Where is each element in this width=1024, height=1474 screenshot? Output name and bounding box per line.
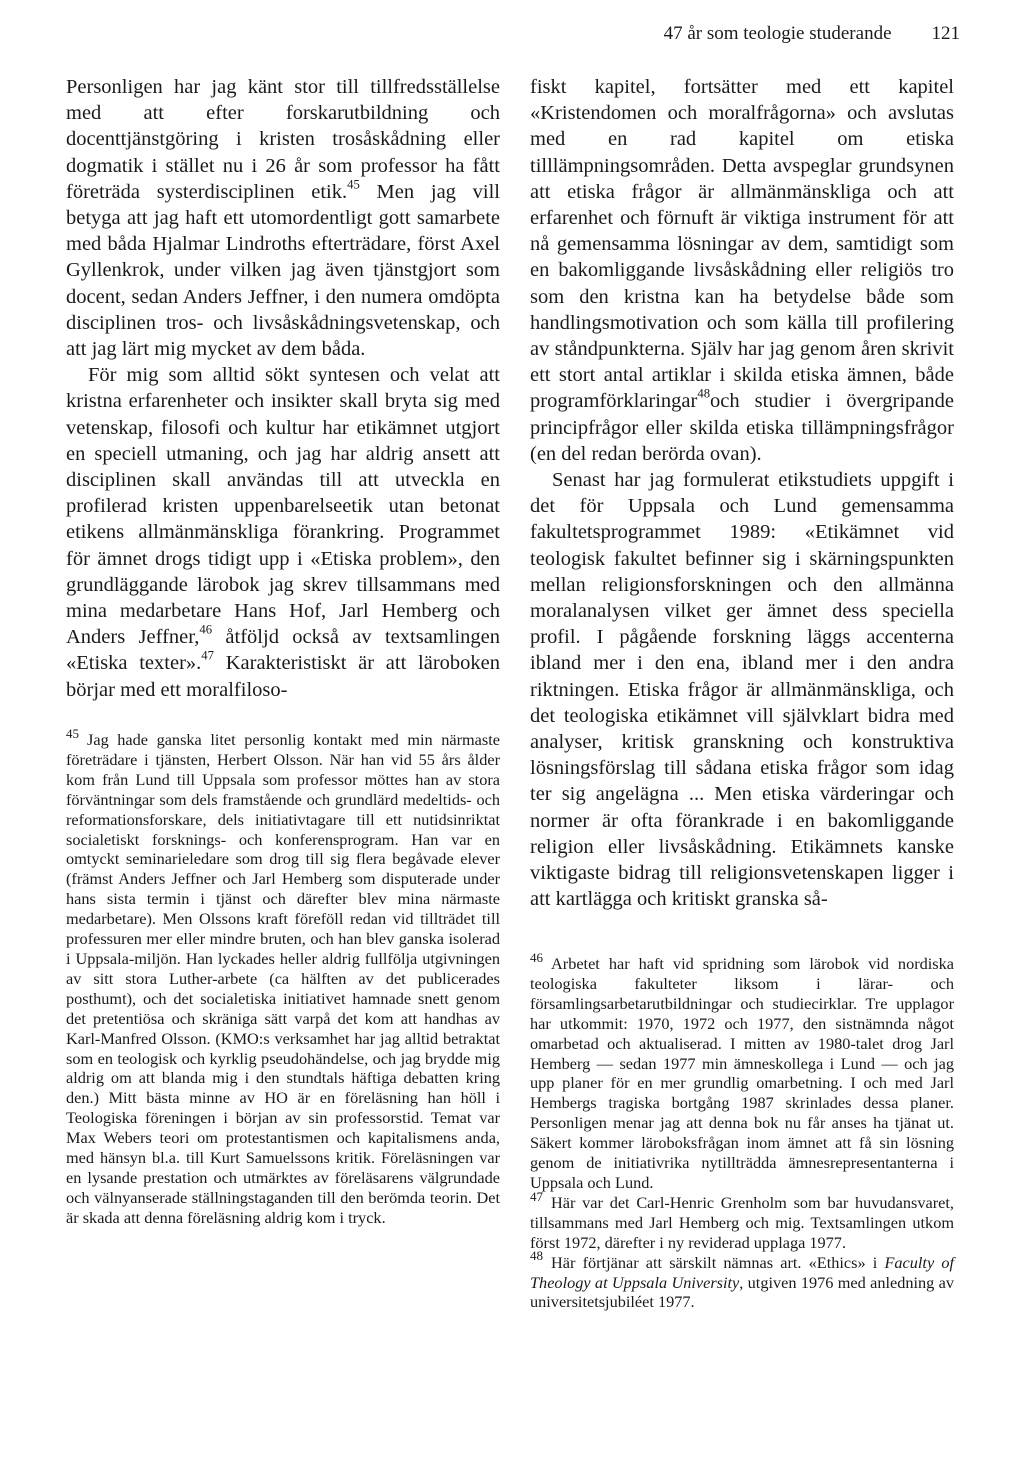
text-run: åtföljd också av textsamlingen «Etiska texter». xyxy=(66,626,500,675)
footnote-number: 46 xyxy=(530,949,544,965)
text-run: Men jag vill betyga att jag haft ett utomordentligt gott samarbete med båda Hjalmar Lindroths efterträdare, först Axel Gyllenkrok, under vilken jag även tjänstgjort som docent, sedan Anders Jeffner, i den numera omdöpta disciplinen tros- och livsåskådningsvetenskap, och att jag lärt mig mycket av dem båda. xyxy=(66,180,500,361)
footnote-text: Arbetet har haft vid spridning som lärobok vid nordiska teologiska fakulteter liksom i lärar- och församlingsarbetarutbildningar och studiecirklar. Tre upplagor har utkommit: 1970, 1972 och 1977, den sistnämnda något omarbetad och aktualiserad. I mitten av 1980-talet drog Jarl Hemberg — sedan 1977 min ämneskollega i Lund — och jag upp planer för en mer grundlig omarbetning. I och med Jarl Hembergs tragiska bortgång 1987 skrinlades dessa planer. Personligen menar jag att denna bok nu får anses ha tjänat ut. Säkert kommer läroboksfrågan inom ämnet att få sin lösning genom de initiativrika nytillträdda ämnesrepresentanterna i Uppsala och Lund. xyxy=(530,954,954,1192)
running-title: 47 år som teologie studerande xyxy=(663,23,892,44)
footnote-number: 48 xyxy=(530,1248,544,1264)
footnote-text: Här var det Carl-Henric Grenholm som bar huvudansvaret, tillsammans med Jarl Hemberg och mig. Textsamlingen utkom först 1972, därefter i ny reviderad upplaga 1977. xyxy=(530,1192,954,1252)
footnote-number: 47 xyxy=(530,1188,544,1204)
footnote-ref-47: 47 xyxy=(201,648,214,663)
footnote-number: 45 xyxy=(66,725,80,741)
right-column xyxy=(530,74,954,913)
page-header xyxy=(530,24,960,43)
text-run: Personligen har jag känt stor till tillfredsställelse med att efter forskarutbildning och docenttjänstgöring i kristen trosåskådning eller dogmatik i stället nu i 26 år som professor ha fått företräda systerdisciplinen etik. xyxy=(66,76,500,203)
footnote-45 xyxy=(66,725,500,1228)
text-run: Karakteristiskt är att läroboken börjar med ett moralfiloso- xyxy=(66,652,501,701)
footnote-ref-45: 45 xyxy=(347,177,360,192)
page-number: 121 xyxy=(931,23,960,44)
right-paragraph-2: Senast har jag formulerat etikstudiets uppgift i det för Uppsala och Lund gemensamma fakultetsprogrammet 1989: «Etikämnet vid teologisk fakultet befinner sig i skärningspunkten mellan religionsforskningen och den allmänna moralanalysen vilket ger ämnet dess speciella profil. I pågående forskning läggs accenterna ibland mer i den ena, ibland mer i den andra riktningen. Etiska frågor är allmänmänskliga, och det teologiska etikämnet vill självklart bidra med analyser, kritisk granskning och konstruktiva lösningsförslag till sådana etiska frågor som idag ter sig angelägna ... Men etiska värderingar och normer är ofta förankrade i en bakomliggande religion eller livsåskådning. Etikämnets kanske viktigaste bidrag till religionsvetenskapen ligger i att kartlägga och kritiskt granska så- xyxy=(530,469,954,911)
footnotes-right xyxy=(530,949,955,1312)
footnote-text: Här förtjänar att särskilt nämnas art. «Ethics» i xyxy=(551,1252,885,1272)
footnotes-left xyxy=(66,725,500,1228)
footnote-italic-title: Faculty of Theology at Uppsala University xyxy=(530,1252,954,1292)
footnote-48 xyxy=(530,1248,955,1313)
text-run: och studier i övergripande principfrågor eller skilda etiska tillämpningsfrågor (en del redan berörda ovan). xyxy=(530,390,954,465)
footnote-text: Jag hade ganska litet personlig kontakt med min närmaste företrädare i tjänsten, Herbert Olsson. När han vid 55 års ålder kom från Lund till Uppsala som professor möttes han av stora förväntningar som dels framstående och grundlärd medeltids- och reformationsforskare, dels initiativtagare till ett nutidsinriktat socialetiskt forsknings- och konferensprogram. Han var en omtyckt seminarieledare som drog till sig flera begåvade elever (främst Anders Jeffner och Jarl Hemberg som disputerade under hans sista termin i tjänst och därefter blev mina närmaste medarbetare). Men Olssons kraft föreföll redan vid tillträdet till professuren mer eller mindre bruten, och han blev ganska isolerad i Uppsala-miljön. Han lyckades heller aldrig fullfölja utgivningen av sitt stora Luther-arbete (ca hälften av det publicerades posthumt), och det socialetiska initiativet hamnade snett genom det pretentiösa och skräniga sätt varpå det kom att handhas av Karl-Manfred Olsson. (KMO:s verksamhet har jag alltid betraktat som en teologisk och kyrklig pseudohändelse, och jag brydde mig aldrig om att blanda mig i den stundtals häftiga debatten kring den.) Mitt bästa minne av HO är en föreläsning han höll i Teologiska föreningen i början av sin professorstid. Temat var Max Webers teori om protestantismen och kapitalismens anda, med hänsyn bl.a. till Kurt Samuelssons kritik. Föreläsningen var en lysande prestation och utmärktes av föreläsarens välgrundade och välnyanserade ställningstaganden till den berömda teorin. Det är skada att denna föreläsning aldrig kom i tryck. xyxy=(66,730,500,1227)
text-run: fiskt kapitel, fortsätter med ett kapitel «Kristendomen och moralfrågorna» och avslutas med en rad kapitel om etiska tilllämpningsområden. Detta avspeglar grundsynen att etiska frågor är allmänmänskliga och att erfarenhet och förnuft är viktiga instrument för att nå gemensamma lösningar av dem, samtidigt som en bakomliggande livsåskådning eller religiös tro som den kristna kan ha betydelse både som handlingsmotivation och som källa till profilering av ståndpunkterna. Själv har jag genom åren skrivit ett stort antal artiklar i skilda etiska ämnen, både programförklaringar xyxy=(530,76,954,413)
right-paragraph-1 xyxy=(530,74,954,467)
footnote-text: , utgiven 1976 med anledning av universitetsjubiléet 1977. xyxy=(530,1272,955,1312)
footnote-47 xyxy=(530,1188,954,1253)
left-paragraph-1 xyxy=(66,74,500,362)
text-run: För mig som alltid sökt syntesen och velat att kristna erfarenheter och insikter skall bryta sig med vetenskap, filosofi och kultur har etikämnet utgjort en speciell utmaning, och jag har aldrig ansett att disciplinen skall användas till att utveckla en profilerad kristen uppenbarelseetik utan betonat etikens allmänmänskliga förankring. Programmet för ämnet drogs tidigt upp i «Etiska problem», den grundläggande lärobok jag skrev tillsammans med mina medarbetare Hans Hof, Jarl Hemberg och Anders Jeffner, xyxy=(66,364,500,649)
left-column xyxy=(66,74,500,703)
footnote-ref-48: 48 xyxy=(697,386,711,401)
footnote-ref-46: 46 xyxy=(199,622,213,637)
left-paragraph-2 xyxy=(66,362,500,703)
footnote-46 xyxy=(530,949,954,1193)
